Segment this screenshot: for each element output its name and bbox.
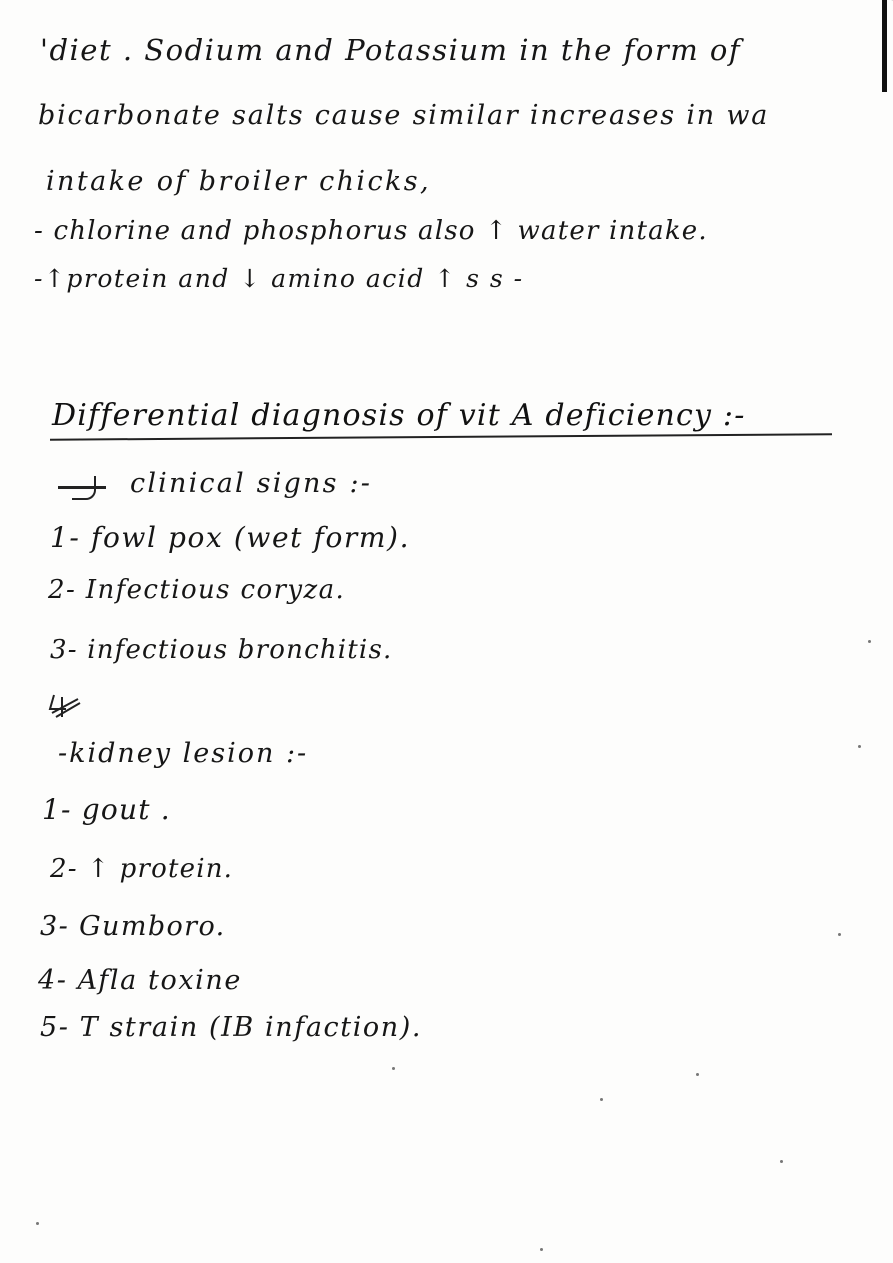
paper-speck [868, 640, 871, 643]
section-heading: Differential diagnosis of vit A deficiency :- [52, 398, 746, 433]
kidney-lesion-item: 5- T strain (IB infaction). [40, 1012, 423, 1043]
clinical-signs-title: clinical signs :- [130, 468, 373, 499]
kidney-lesion-item: 1- gout . [42, 793, 171, 826]
paper-speck [696, 1073, 699, 1076]
paper-speck [540, 1248, 543, 1251]
kidney-lesion-item: 3- Gumboro. [40, 911, 226, 942]
text-line-4: - chlorine and phosphorus also ↑ water intake. [34, 216, 708, 246]
text-line-5: -↑protein and ↓ amino acid ↑ s s - [34, 264, 524, 293]
clinical-sign-item: 2- Infectious coryza. [48, 575, 346, 605]
text-line-1: 'diet . Sodium and Potassium in the form of [40, 33, 742, 67]
kidney-lesion-item: 2- ↑ protein. [50, 854, 234, 884]
paper-speck [858, 745, 861, 748]
page-corner-fold [774, 0, 893, 1]
scribbled-number [48, 693, 82, 719]
paper-speck [600, 1098, 603, 1101]
paper-speck [392, 1067, 395, 1070]
text-line-3: intake of broiler chicks, [46, 166, 431, 197]
clinical-sign-item: 3- infectious bronchitis. [50, 635, 393, 665]
heading-underline [50, 433, 832, 440]
paper-speck [780, 1160, 783, 1163]
paper-speck [838, 933, 841, 936]
crossed-out-word [58, 474, 108, 502]
kidney-lesion-item: 4- Afla toxine [38, 965, 242, 996]
text-line-2: bicarbonate salts cause similar increases in wa [38, 100, 770, 131]
paper-speck [36, 1222, 39, 1225]
page-edge-shadow [882, 0, 887, 92]
kidney-lesion-title: -kidney lesion :- [58, 738, 309, 769]
clinical-sign-item: 1- fowl pox (wet form). [50, 521, 411, 554]
